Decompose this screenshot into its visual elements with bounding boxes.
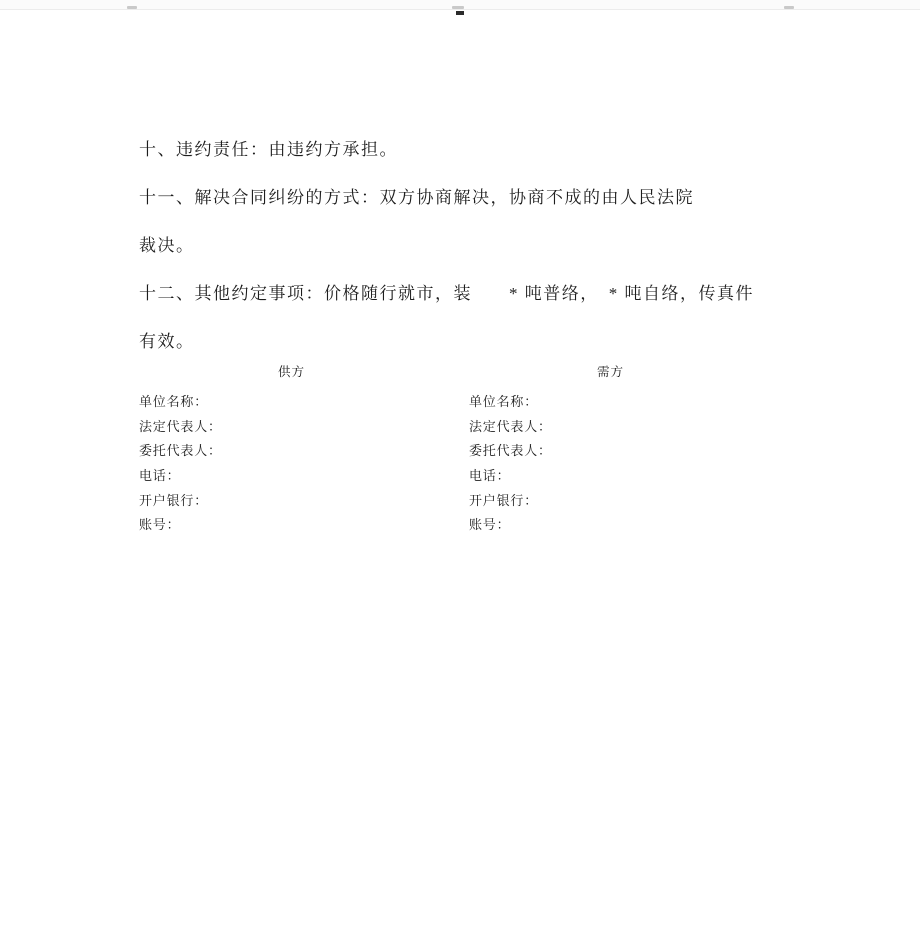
clause-twelve-line: 十二、其他约定事项：价格随行就市，装 * 吨普络， * 吨自络，传真件 bbox=[139, 284, 754, 303]
supplier-field-phone: 电话： bbox=[139, 468, 181, 484]
page-edge-dark-mark bbox=[456, 11, 464, 15]
buyer-field-account: 账号： bbox=[469, 517, 511, 533]
page-edge-artifact-right bbox=[784, 6, 794, 9]
clause-ten-line: 十、违约责任：由违约方承担。 bbox=[139, 140, 398, 159]
buyer-field-entrusted-rep: 委托代表人： bbox=[469, 443, 552, 459]
supplier-field-bank: 开户银行： bbox=[139, 492, 209, 508]
clause-twelve-wrap-line: 有效。 bbox=[139, 332, 195, 351]
supplier-field-account: 账号： bbox=[139, 517, 181, 533]
document-text-area[interactable] bbox=[139, 126, 799, 366]
supplier-field-legal-rep: 法定代表人： bbox=[139, 418, 222, 434]
buyer-field-company: 单位名称： bbox=[469, 394, 539, 409]
viewer-top-strip bbox=[0, 0, 920, 10]
page-edge-artifact-center bbox=[452, 6, 464, 9]
clause-eleven-wrap-line: 裁决。 bbox=[139, 236, 195, 255]
buyer-field-bank: 开户银行： bbox=[469, 492, 539, 508]
clause-eleven-line: 十一、解决合同纠纷的方式：双方协商解决，协商不成的由人民法院 bbox=[139, 188, 694, 207]
buyer-field-phone: 电话： bbox=[469, 468, 511, 484]
supplier-block bbox=[139, 365, 439, 538]
supplier-field-company: 单位名称： bbox=[139, 394, 209, 409]
buyer-field-legal-rep: 法定代表人： bbox=[469, 418, 552, 434]
supplier-title: 供方 bbox=[278, 365, 306, 379]
buyer-title: 需方 bbox=[597, 365, 625, 379]
buyer-block bbox=[469, 365, 769, 538]
supplier-field-entrusted-rep: 委托代表人： bbox=[139, 443, 222, 459]
page-edge-artifact-left bbox=[127, 6, 137, 9]
